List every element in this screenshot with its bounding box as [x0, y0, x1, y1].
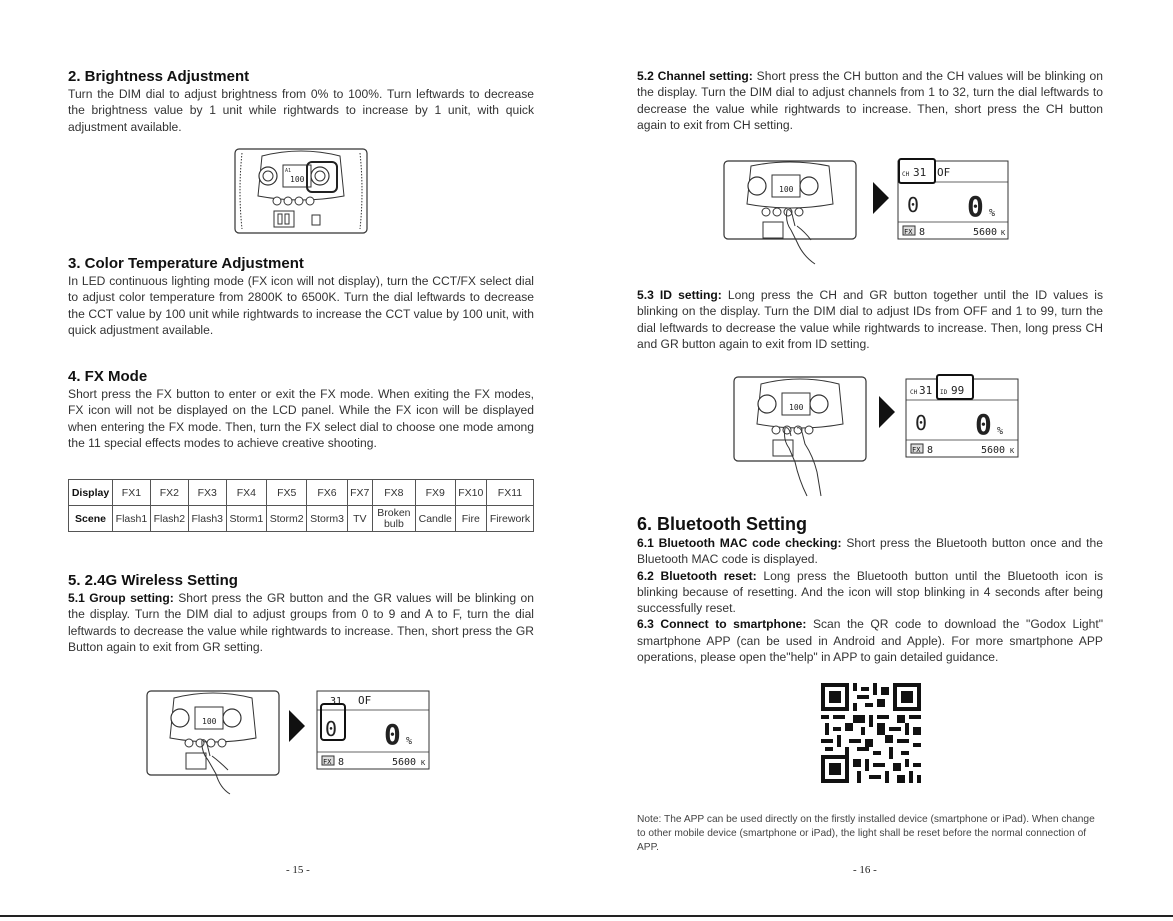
fx-table-cell: FX11	[486, 480, 533, 506]
fx-table-cell: FX9	[415, 480, 455, 506]
svg-text:A1: A1	[285, 168, 292, 174]
channel-section	[637, 68, 1103, 133]
svg-text:0: 0	[907, 193, 920, 217]
arrow-right-icon	[879, 396, 895, 433]
fx-table-cell: Storm3	[307, 506, 347, 532]
fx-mode-section	[68, 368, 534, 451]
fx-table-cell: Fire	[455, 506, 486, 532]
svg-text:CH: CH	[910, 389, 918, 396]
svg-text:OF: OF	[358, 694, 372, 707]
panel-illustration-ch	[723, 160, 857, 277]
brightness-heading: 2. Brightness Adjustment	[68, 68, 250, 85]
svg-text:99: 99	[951, 384, 965, 397]
fx-table-cell: TV	[347, 506, 372, 532]
svg-text:100: 100	[202, 717, 217, 726]
wireless-section	[68, 572, 534, 655]
svg-text:5600: 5600	[392, 757, 417, 768]
fx-table-cell: FX4	[226, 480, 266, 506]
arrow-right-icon	[289, 710, 305, 747]
svg-text:0: 0	[915, 411, 928, 435]
id-setting-body: Long press the CH and GR button together until the ID values is blinking on the display. Turn the DIM dial to adjust IDs from OFF and 1 to 99, turn the dial leftwards to decrease the value while rightwards to increase. Then, long press CH and GR button again to exit from ID setting.	[637, 288, 1104, 351]
fx-table-cell: Flash1	[112, 506, 150, 532]
svg-text:5600: 5600	[973, 227, 998, 238]
fx-table-display-row	[69, 480, 534, 506]
bluetooth-heading: 6. Bluetooth Setting	[637, 514, 807, 534]
brightness-text: Turn the DIM dial to adjust brightness from 0% to 100%. Turn leftwards to decrease the brightness value by 1 unit while rightwards to increase by 1 unit, with quick adjustment available.	[68, 87, 534, 134]
svg-text:K: K	[1010, 447, 1015, 455]
fx-table-cell: Firework	[486, 506, 533, 532]
fx-table-cell: FX8	[372, 480, 415, 506]
bluetooth-connect-lead: 6.3 Connect to smartphone:	[637, 617, 807, 632]
svg-text:K: K	[1001, 229, 1006, 237]
panel-illustration-id	[733, 376, 867, 505]
bluetooth-section	[637, 513, 1103, 665]
bluetooth-reset-lead: 6.2 Bluetooth reset:	[637, 568, 757, 583]
id-setting-lead: 5.3 ID setting:	[637, 288, 722, 302]
svg-text:FX: FX	[904, 228, 913, 236]
fx-table-cell: Flash3	[188, 506, 226, 532]
channel-setting-lead: 5.2 Channel setting:	[637, 69, 753, 83]
svg-text:31: 31	[919, 384, 933, 397]
svg-text:%: %	[997, 426, 1004, 437]
fx-mode-text: Short press the FX button to enter or exit the FX mode. When exiting the FX modes, FX icon will not be displayed on the LCD panel. While the FX icon will be displayed when entering the FX mode. Then, turn the FX select dial to choose one mode among the 11 special effects modes to achieve creative shooting.	[68, 387, 534, 450]
svg-text:FX: FX	[323, 758, 332, 766]
fx-table-cell: FX5	[267, 480, 307, 506]
fx-table-cell: FX10	[455, 480, 486, 506]
panel-illustration-gr	[146, 690, 280, 807]
bluetooth-mac-lead: 6.1 Bluetooth MAC code checking:	[637, 536, 842, 550]
fx-table-cell: FX1	[112, 480, 150, 506]
fx-table-cell: FX3	[188, 480, 226, 506]
fx-table-row-header: Scene	[69, 506, 113, 532]
fx-table-scene-row	[69, 506, 534, 532]
svg-text:FX: FX	[912, 446, 921, 454]
bluetooth-reset-text	[637, 568, 1103, 617]
page-number: - 15 -	[286, 864, 310, 876]
group-setting-body: Short press the GR button and the GR values will be blinking on the display. Turn the DIM dial to adjust groups from 0 to 9 and A to F, turn the dial leftwards to decrease the value while rightwards to increase. Then, short press the GR Button again to exit from GR setting.	[68, 591, 534, 654]
fx-table-cell: FX2	[150, 480, 188, 506]
svg-text:CH: CH	[902, 171, 910, 178]
svg-text:0: 0	[384, 718, 401, 751]
fx-table-cell: Flash2	[150, 506, 188, 532]
color-temperature-section	[68, 255, 534, 338]
arrow-right-icon	[873, 182, 889, 219]
fx-table	[68, 479, 534, 532]
color-temperature-heading: 3. Color Temperature Adjustment	[68, 255, 304, 272]
group-setting-lead: 5.1 Group setting:	[68, 591, 174, 605]
fx-table-cell: FX7	[347, 480, 372, 506]
app-note: Note: The APP can be used directly on the firstly installed device (smartphone or iPad). When change to other mobile device (smartphone or iPad), the light shall be reset before the normal connection of APP.	[637, 814, 1095, 853]
bluetooth-mac-text	[637, 535, 1103, 568]
color-temperature-text: In LED continuous lighting mode (FX icon will not display), turn the CCT/FX select dial to adjust color temperature from 2800K to 6500K. Turn the dial leftwards to decrease the CCT value by 100 unit while rightwards to increase the CCT value by 100 unit, with quick adjustment available.	[68, 274, 534, 337]
page-number: - 16 -	[853, 864, 877, 876]
bluetooth-connect-text	[637, 616, 1103, 665]
panel-illustration-dim	[234, 148, 368, 239]
bluetooth-connect-body: Scan the QR code to download the "Godox Light" smartphone APP (can be used in Android and Apple). For more smartphone APP operations, please open the"help" in APP to gain detailed guidance.	[637, 617, 1103, 665]
svg-text:100: 100	[290, 175, 305, 184]
id-section	[637, 287, 1103, 352]
fx-table-cell: Candle	[415, 506, 455, 532]
svg-text:8: 8	[338, 757, 345, 768]
svg-text:ID: ID	[940, 389, 948, 396]
brightness-section	[68, 68, 534, 135]
lcd-display-id	[905, 374, 1019, 463]
fx-table-cell: Storm1	[226, 506, 266, 532]
lcd-display-ch	[897, 158, 1009, 245]
fx-table-cell: Broken bulb	[372, 506, 415, 532]
id-setting-text	[637, 287, 1103, 352]
svg-text:K: K	[421, 759, 426, 767]
svg-text:%: %	[406, 736, 413, 747]
group-setting-text	[68, 590, 534, 655]
lcd-display-gr	[316, 690, 430, 775]
svg-text:31: 31	[913, 166, 927, 179]
svg-text:31: 31	[330, 696, 343, 707]
svg-text:8: 8	[927, 445, 934, 456]
fx-mode-heading: 4. FX Mode	[68, 368, 148, 385]
bluetooth-mac-body: Short press the Bluetooth button once and the Bluetooth MAC code is displayed.	[637, 536, 1103, 567]
fx-table-cell: Storm2	[267, 506, 307, 532]
qr-code	[821, 683, 921, 788]
svg-text:OF: OF	[937, 166, 951, 179]
wireless-heading: 5. 2.4G Wireless Setting	[68, 572, 238, 589]
svg-text:0: 0	[967, 190, 984, 223]
svg-text:8: 8	[919, 227, 926, 238]
channel-setting-text	[637, 68, 1103, 133]
channel-setting-body: Short press the CH button and the CH values will be blinking on the display. Turn the DIM dial to adjust channels from 1 to 32, turn the dial leftwards to decrease the value while rightwards to increase. Then, short press the CH button again to exit from CH setting.	[637, 69, 1103, 132]
svg-text:0: 0	[325, 717, 338, 741]
page-bottom-rule	[0, 915, 1173, 917]
svg-text:100: 100	[779, 185, 794, 194]
svg-text:0: 0	[975, 408, 992, 441]
fx-table-row-header: Display	[69, 480, 113, 506]
svg-text:5600: 5600	[981, 445, 1006, 456]
svg-text:%: %	[989, 208, 996, 219]
fx-table-cell: FX6	[307, 480, 347, 506]
svg-text:100: 100	[789, 403, 804, 412]
bluetooth-reset-body: Long press the Bluetooth button until the Bluetooth icon is blinking because of resetting. And the icon will stop blinking in 4 seconds after being successfully reset.	[637, 568, 1103, 616]
